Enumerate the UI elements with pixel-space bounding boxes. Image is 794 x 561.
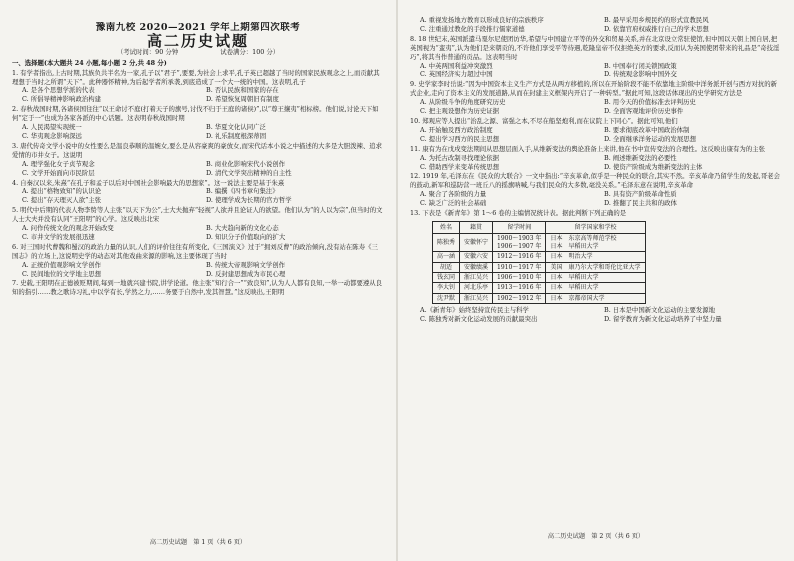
page-footer: 高二历史试题 第 2 页（共 6 页） [547, 533, 645, 541]
table-cell: 1912～1916 年 [493, 252, 546, 262]
question-options [12, 160, 384, 178]
option-item: D. 礼乐制度根深蒂固 [206, 131, 267, 140]
table-header-row [433, 221, 646, 233]
question-stem: 2. 春秋战国时期,各诸侯国往往“以王命讨不庭(打着天子的旗号,讨伐不归于王庭的诸侯)”,以“尊王攘夷”相标榜。他们说,讨论天下如何“定于一”也成为各家各派的中心话题。这表明春秋战国时期 [12, 105, 379, 123]
option-item: C. 文学开始面向市民阶层 [22, 168, 95, 177]
table-cell: 1913～1916 年 [493, 283, 546, 293]
option-item: A. 理学强化女子贞节观念 [22, 159, 95, 168]
option-item: B. 大夫趋向新的文化心态 [206, 224, 279, 233]
option-item: B. 中国奉行闭关锁国政策 [604, 61, 677, 70]
question-options [410, 62, 782, 80]
question-options [410, 154, 782, 172]
table-cell: 安徽六安 [460, 252, 493, 262]
table-header-cell: 籍贯 [460, 221, 493, 233]
question-options [12, 261, 384, 279]
table-row [433, 283, 646, 293]
question-stem: 8. 18 世纪末,英国派遣马戛尔尼使团访华,希望与中国建立平等的外交和贸易关系,并在北京设立常驻使馆,但中国以天朝上国自居,把英国视为“蛮夷”,认为他们是来朝贡的,不许他们享受平等待遇,乾隆皇帝不仅拒绝英方的要求,反而认为英国使团带来的礼品是“奇技淫巧”,将其当作普通的贡品。这表明当时 [410, 34, 780, 61]
question-options [410, 126, 782, 144]
question-7-options [410, 16, 782, 34]
question-options [410, 98, 782, 116]
option-item: B. 传统大帝观影响文学创作 [206, 260, 286, 269]
question-stem: 4. 自秦汉以来,朱熹“在孔子和孟子以后对中国社会影响最大的思想家”。这一说法主要是基于朱熹 [12, 178, 285, 187]
table-cell: 日本 明治大学 [546, 252, 645, 262]
option-item: B. 日本是中国新文化运动的主要发源地 [604, 306, 716, 315]
table-cell: 钱玄同 [433, 272, 460, 282]
option-item: D. 传统观念影响中国外交 [604, 70, 677, 79]
option-item: D. 使资产阶级成为维新变法的主体 [604, 162, 703, 171]
question-options [410, 190, 782, 208]
option-item: A. 为托古改制寻找理论依据 [420, 153, 499, 162]
option-item: C. 陈独秀对新文化运动发展的贡献最突出 [420, 315, 538, 324]
table-row [433, 252, 646, 262]
table-row [433, 272, 646, 282]
option-item: A. 人民渴望实现统一 [22, 123, 82, 132]
right-page [410, 16, 782, 544]
option-item: C. 所倡导精神影响政治构建 [22, 95, 102, 104]
option-item: C. 借助西学来变革传统思想 [420, 162, 500, 171]
table-cell: 安徽怀宁 [460, 234, 493, 252]
question-options [12, 123, 384, 141]
page-fold [396, 0, 398, 561]
table-cell: 河北乐亭 [460, 283, 493, 293]
full-score: 试卷满分：100 分） [220, 47, 280, 56]
option-item: D. 清代文学突出精神的自主性 [206, 168, 292, 177]
option-item: B. 具有资产阶级革命性质 [604, 190, 677, 199]
table-cell: 胡适 [433, 262, 460, 272]
option-item: D. 依靠官府权威推行自己的学术思想 [604, 24, 709, 33]
question-stem: 12. 1919 年,毛泽东在《民众的大联合》一文中指出:“辛亥革命,似乎是一种民众的联合,其实不然。辛亥革命乃留学生的发起,哥老会的鼓动,新军和巡防营一班丘八的摇旗呐喊,与我们民众的大多数,毫没关系。”毛泽东意在说明,辛亥革命 [410, 172, 780, 190]
option-item: C. 缺乏广泛的社会基础 [420, 199, 487, 208]
question-stem: 11. 康有为在戊戌变法期间从思想层面入手,从维新变法的舆论准备上来讲,他在书中宣传变法的合理性。这反映出康有为的主张 [410, 144, 765, 153]
table-row [433, 262, 646, 272]
table-cell: 1910～1917 年 [493, 262, 546, 272]
table-header-cell: 留学时间 [493, 221, 546, 233]
option-item: D. 使理学成为长期的官方哲学 [206, 196, 292, 205]
table-cell: 1906～1910 年 [493, 272, 546, 282]
option-item: B. 最早采用乡规民约的形式宣教民风 [604, 16, 709, 24]
option-item: D. 反封建思想成为市民心理 [206, 269, 286, 278]
option-item: A. 是各个思想学派的代表 [22, 86, 95, 95]
option-item: C. 提出“存天理灭人欲”主张 [22, 196, 102, 205]
table-cell: 浙江吴兴 [460, 272, 493, 282]
editors-table [432, 221, 646, 304]
option-item: A. 从阶级斗争的角度研究历史 [420, 98, 506, 107]
question-options [12, 187, 384, 205]
option-item: C. 英国经济实力超过中国 [420, 70, 493, 79]
section-heading: 一、选择题(本大题共 24 小题,每小题 2 分,共 48 分) [12, 58, 167, 67]
table-header-cell: 留学国家和学校 [546, 221, 645, 233]
exam-time: （考试时间：90 分钟 [116, 47, 179, 56]
question-stem: 5. 明代中后期的代表人物李贽等人主张“以天下为公”,士大夫抛弃“轻视”人欲并且论证人的欲望。他们认为“的人以为宗”,但当时的文人士大夫并没有认同“王阳明”的心学。这反映出北宋 [12, 206, 383, 224]
exam-subject-title: 高二历史试题 [146, 31, 249, 50]
table-cell: 美国 康乃尔大学和哥伦比亚大学 [546, 262, 645, 272]
option-item: D. 知识分子价值取向的扩大 [206, 232, 286, 241]
option-item: D. 希望恢复周朝旧有制度 [206, 95, 279, 104]
option-item: D. 推翻了民主共和的政体 [604, 199, 677, 208]
table-cell: 陈独秀 [433, 234, 460, 252]
option-item: A.《新青年》始终坚持宣传民主与科学 [420, 306, 529, 315]
table-cell: 1900～1903 年 1906～1907 年 [493, 234, 546, 252]
table-cell: 沈尹默 [433, 293, 460, 303]
option-item: B. 否认民族和国家的存在 [206, 86, 279, 95]
option-item: D. 全面继承洋务运动的发展思想 [604, 134, 697, 143]
option-item: C. 提出学习西方的民主思想 [420, 134, 500, 143]
option-item: B. 用今天的价值标准去评判历史 [604, 98, 696, 107]
table-row [433, 234, 646, 252]
option-item: C. 华夷观念影响深远 [22, 131, 82, 140]
question-stem: 10. 郑观应等人提出“治乱之源、富强之本,不尽在船坚炮利,而在议院上下同心”。据此可知,他们 [410, 116, 678, 125]
option-item: A. 问作传统文化的观念开始改变 [22, 224, 114, 233]
table-cell: 李大钊 [433, 283, 460, 293]
option-item: B. 要求彻底改革中国政治体制 [604, 125, 690, 134]
table-body [433, 234, 646, 304]
option-item: A. 聚合了各阶级的力量 [420, 190, 487, 199]
option-item: B. 商业化影响宋代小说创作 [206, 159, 286, 168]
question-stem: 13. 下表是《新青年》第 1～6 卷的主编情况统计表。据此判断下列正确的是 [410, 209, 627, 218]
exam-meta [12, 48, 384, 57]
option-item: C. 注重通过教化的手段推行儒家道德 [420, 24, 525, 33]
table-cell: 浙江吴兴 [460, 293, 493, 303]
table-cell: 高一涵 [433, 252, 460, 262]
page-footer: 高二历史试题 第 1 页（共 6 页） [149, 539, 247, 547]
exam-series-title: 豫南九校 2020—2021 学年上期第四次联考 [95, 22, 301, 33]
option-item: A. 中英两国利益冲突激烈 [420, 61, 493, 70]
left-page [12, 22, 384, 550]
question-list [12, 69, 384, 298]
option-item: B. 编撰《四书章句集注》 [206, 187, 279, 196]
question-options [12, 86, 384, 104]
option-item: C. 市井文学的发展很迅速 [22, 232, 95, 241]
option-item: B. 华夏文化认同广泛 [206, 123, 266, 132]
question-options [12, 224, 384, 242]
option-item: D. 全面客观地评价历史事件 [604, 107, 684, 116]
question-stem: 9. 史学家李时岳说:“因为中国资本主义生产方式是从两方移植的,所以在开始阶段不能不依靠地主阶级中洋务派开创与西方对抗的新式企业,走向了资本主义的发展道路,从而在封建主义框架内开启了一种转型。”据此可知,这段话体现出的史学研究方法是 [410, 80, 778, 98]
question-stem: 7. 史载,王阳明在正德被贬期间,每到一地就兴建书院,讲学论道。他主张“知行合一”“致良知”,认为人人都有良知,一举一动都要遵从良知的指引……教之歌诗习礼,中以学有长,学然之力,……务要于自然中,发其智慧。”这反映出,王阳明 [12, 279, 383, 297]
table-cell: 日本 早稻田大学 [546, 283, 645, 293]
option-item: D. 留学教育为新文化运动培养了中坚力量 [604, 315, 722, 324]
option-item: A. 开始触及西方政治制度 [420, 125, 493, 134]
table-cell: 日本 京都帝国大学 [546, 293, 645, 303]
table-row [433, 293, 646, 303]
option-item: A. 正统价值观影响文学创作 [22, 260, 101, 269]
option-item: C. 民间地位的文学地主思想 [22, 269, 102, 278]
option-item: A. 提出“格物致知”的认识论 [22, 187, 102, 196]
question-13-options [410, 306, 782, 324]
option-item: C. 把主观设想作为历史证据 [420, 107, 500, 116]
question-list [410, 35, 782, 218]
question-stem: 1. 有学者指出,上古时期,其族负共半名为一家,孔子以“君子”,要要,为社会上求平,孔子英已超越了当时的国家民族观念之上,而贡献其理想于当时之所谓“天下”。此种器怀精神,为后起学者所承袭,到底造成了一个大一统的中国。这表明,孔子 [12, 68, 380, 86]
table-cell: 安徽绩溪 [460, 262, 493, 272]
table-cell: 1902～1912 年 [493, 293, 546, 303]
table-header-cell: 姓名 [433, 221, 460, 233]
question-stem: 6. 对三国时代曹魏和蜀汉的政治力量的认识,人们的评价往往有所变化,《三国演义》过于“拥刘反曹”的政治倾向,没有站在陈寿《三国志》的立场上,这说明史学的动态对其他戏曲来源的影响,这主要体现了当时 [12, 242, 378, 260]
table-cell: 日本 早稻田大学 [546, 272, 645, 282]
option-item: A. 重视发扬地方教育以形成良好的宗族秩序 [420, 16, 544, 24]
question-stem: 3. 唐代传奇文学小说中的女性要么是温良恭顺的温婉女,要么是从容豪爽的豪放女,而宋代话本小说之中描述的大多是大胆泼辣、追求爱情的市井女子。这说明 [12, 141, 383, 159]
table-cell: 日本 东京高等师范学校 日本 早稻田大学 [546, 234, 645, 252]
option-item: B. 阐述维新变法的必要性 [604, 153, 677, 162]
